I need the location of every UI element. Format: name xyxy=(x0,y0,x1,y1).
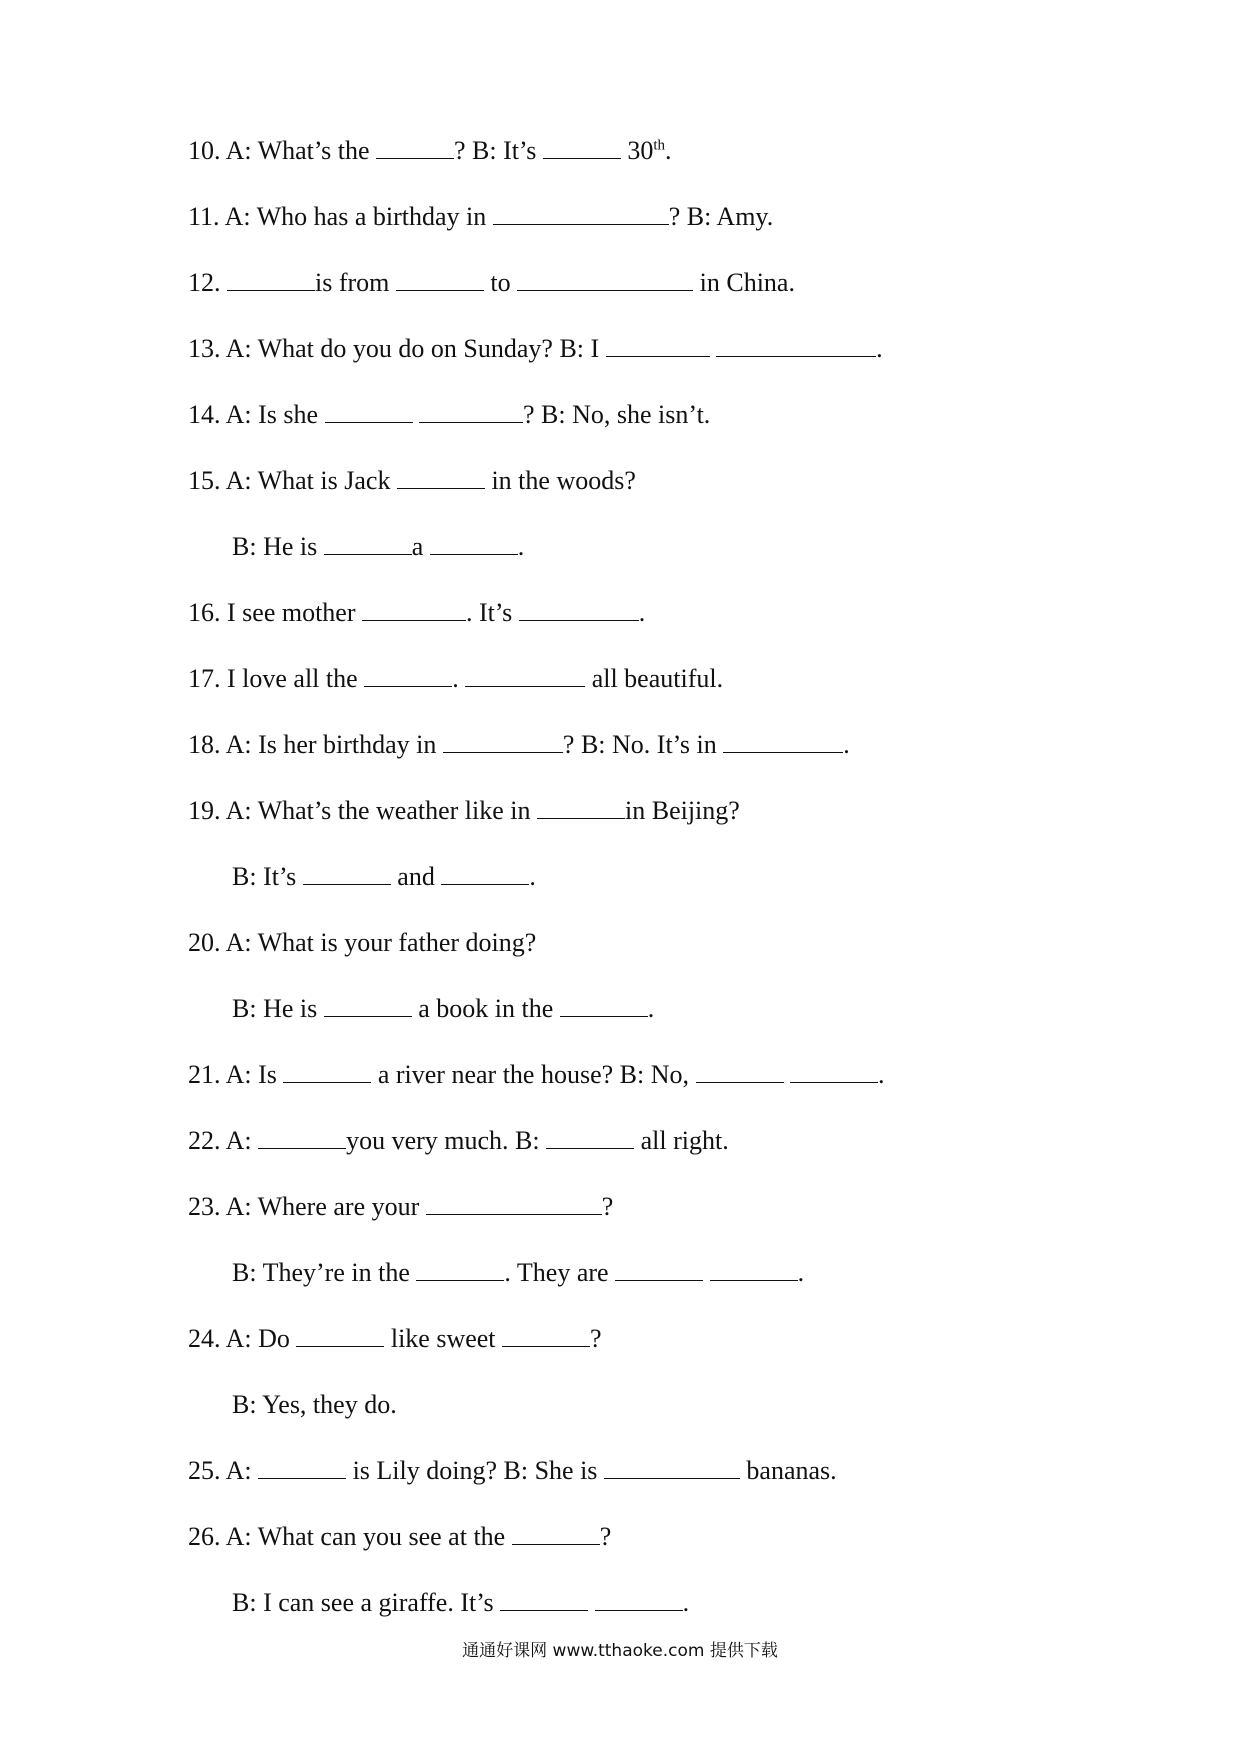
fill-in-blank xyxy=(615,1258,703,1281)
fill-in-blank xyxy=(324,532,412,555)
question-line xyxy=(188,398,710,432)
fill-in-blank xyxy=(595,1588,683,1611)
line-text: 23. A: Where are your xyxy=(188,1192,426,1221)
fill-in-blank xyxy=(430,532,518,555)
line-text: . xyxy=(843,730,850,759)
line-text: ? xyxy=(601,1192,614,1221)
question-line xyxy=(188,728,850,762)
fill-in-blank xyxy=(376,136,454,159)
line-text: a book in the xyxy=(411,994,560,1023)
fill-in-blank xyxy=(537,796,625,819)
fill-in-blank xyxy=(397,466,485,489)
line-text: ? B: No, she isn’t. xyxy=(523,400,711,429)
question-line xyxy=(188,1520,611,1554)
line-text: to xyxy=(483,268,518,297)
question-line xyxy=(188,1190,613,1224)
line-text: . xyxy=(529,862,536,891)
fill-in-blank xyxy=(716,334,876,357)
fill-in-blank xyxy=(227,268,315,291)
fill-in-blank xyxy=(543,136,621,159)
line-text: 14. A: Is she xyxy=(188,400,325,429)
fill-in-blank xyxy=(500,1588,588,1611)
fill-in-blank xyxy=(519,598,639,621)
question-line xyxy=(188,662,723,696)
ordinal-suffix: th xyxy=(653,137,666,154)
line-text: . xyxy=(638,598,646,627)
line-text: bananas. xyxy=(739,1456,837,1485)
line-text: . xyxy=(452,664,466,693)
line-text: ? xyxy=(590,1324,602,1353)
footer-credit: 通通好课网 www.tthaoke.com 提供下载 xyxy=(462,1641,778,1661)
line-text: in the woods? xyxy=(484,466,636,495)
line-text: ? B: No. It’s in xyxy=(562,730,724,759)
line-text: . xyxy=(797,1258,805,1287)
line-end-punctuation: . xyxy=(665,136,672,165)
fill-in-blank xyxy=(465,664,585,687)
line-text: all beautiful. xyxy=(585,664,724,693)
fill-in-blank xyxy=(723,730,843,753)
line-text: 20. A: What is your father doing? xyxy=(188,928,537,957)
fill-in-blank xyxy=(560,994,648,1017)
fill-in-blank xyxy=(604,1456,740,1479)
line-text: a river near the house? B: No, xyxy=(371,1060,696,1089)
fill-in-blank xyxy=(396,268,484,291)
answer-line xyxy=(232,530,524,564)
line-text: 12. xyxy=(188,268,227,297)
fill-in-blank xyxy=(790,1060,878,1083)
question-line xyxy=(188,1058,885,1092)
line-text: B: Yes, they do. xyxy=(232,1390,397,1419)
line-text: 11. A: Who has a birthday in xyxy=(188,202,493,231)
question-line xyxy=(188,134,672,168)
answer-line xyxy=(232,1388,397,1422)
line-text: 26. A: What can you see at the xyxy=(188,1522,512,1551)
line-text: in China. xyxy=(693,268,795,297)
line-text: 19. A: What’s the weather like in xyxy=(188,796,537,825)
fill-in-blank xyxy=(303,862,391,885)
line-text: ? B: It’s xyxy=(454,136,543,165)
fill-in-blank xyxy=(443,730,563,753)
fill-in-blank xyxy=(325,400,413,423)
line-text: B: It’s xyxy=(232,862,303,891)
line-text: . It’s xyxy=(466,598,519,627)
line-text: . xyxy=(878,1060,885,1089)
answer-line xyxy=(232,1256,804,1290)
line-text: . xyxy=(517,532,525,561)
fill-in-blank xyxy=(296,1324,384,1347)
fill-in-blank xyxy=(517,268,693,291)
answer-line xyxy=(232,860,536,894)
question-line xyxy=(188,1454,837,1488)
line-text: 18. A: Is her birthday in xyxy=(188,730,443,759)
fill-in-blank xyxy=(426,1192,602,1215)
fill-in-blank xyxy=(364,664,452,687)
line-text: 30 xyxy=(620,136,654,165)
line-text: . xyxy=(876,334,883,363)
fill-in-blank xyxy=(419,400,523,423)
line-text: a xyxy=(411,532,430,561)
answer-line xyxy=(232,1586,689,1620)
line-text: B: He is xyxy=(232,532,324,561)
answer-line xyxy=(232,992,654,1026)
line-text: in Beijing? xyxy=(625,796,740,825)
fill-in-blank xyxy=(546,1126,634,1149)
line-text: B: He is xyxy=(232,994,324,1023)
line-text: 25. A: xyxy=(188,1456,259,1485)
fill-in-blank xyxy=(283,1060,371,1083)
line-text: 24. A: Do xyxy=(188,1324,297,1353)
line-text: ? B: Amy. xyxy=(668,202,774,231)
question-line xyxy=(188,266,795,300)
line-text: is Lily doing? B: She is xyxy=(346,1456,604,1485)
line-text: you very much. B: xyxy=(346,1126,547,1155)
question-line xyxy=(188,332,883,366)
question-line xyxy=(188,1124,729,1158)
line-text: 13. A: What do you do on Sunday? B: I xyxy=(188,334,606,363)
fill-in-blank xyxy=(416,1258,504,1281)
fill-in-blank xyxy=(512,1522,600,1545)
fill-in-blank xyxy=(441,862,529,885)
fill-in-blank xyxy=(493,202,669,225)
question-line xyxy=(188,794,740,828)
question-line xyxy=(188,200,773,234)
line-text: 21. A: Is xyxy=(188,1060,284,1089)
line-text: B: They’re in the xyxy=(232,1258,417,1287)
line-text: ? xyxy=(599,1522,612,1551)
line-text: all right. xyxy=(634,1126,729,1155)
line-text: like sweet xyxy=(384,1324,503,1353)
line-text: and xyxy=(390,862,442,891)
fill-in-blank xyxy=(258,1456,346,1479)
question-line xyxy=(188,464,636,498)
question-line xyxy=(188,1322,602,1356)
question-line xyxy=(188,596,645,630)
fill-in-blank xyxy=(696,1060,784,1083)
line-text: 10. A: What’s the xyxy=(188,136,377,165)
line-text: . xyxy=(682,1588,690,1617)
fill-in-blank xyxy=(362,598,466,621)
question-line xyxy=(188,926,536,960)
line-text: 17. I love all the xyxy=(188,664,365,693)
line-text: 22. A: xyxy=(188,1126,259,1155)
line-text: is from xyxy=(315,268,396,297)
fill-in-blank xyxy=(710,1258,798,1281)
fill-in-blank xyxy=(502,1324,590,1347)
line-text: B: I can see a giraffe. It’s xyxy=(232,1588,501,1617)
fill-in-blank xyxy=(324,994,412,1017)
line-text: . xyxy=(647,994,655,1023)
fill-in-blank xyxy=(606,334,710,357)
line-text: 16. I see mother xyxy=(188,598,363,627)
line-text: 15. A: What is Jack xyxy=(188,466,397,495)
line-text: . They are xyxy=(504,1258,616,1287)
fill-in-blank xyxy=(258,1126,346,1149)
